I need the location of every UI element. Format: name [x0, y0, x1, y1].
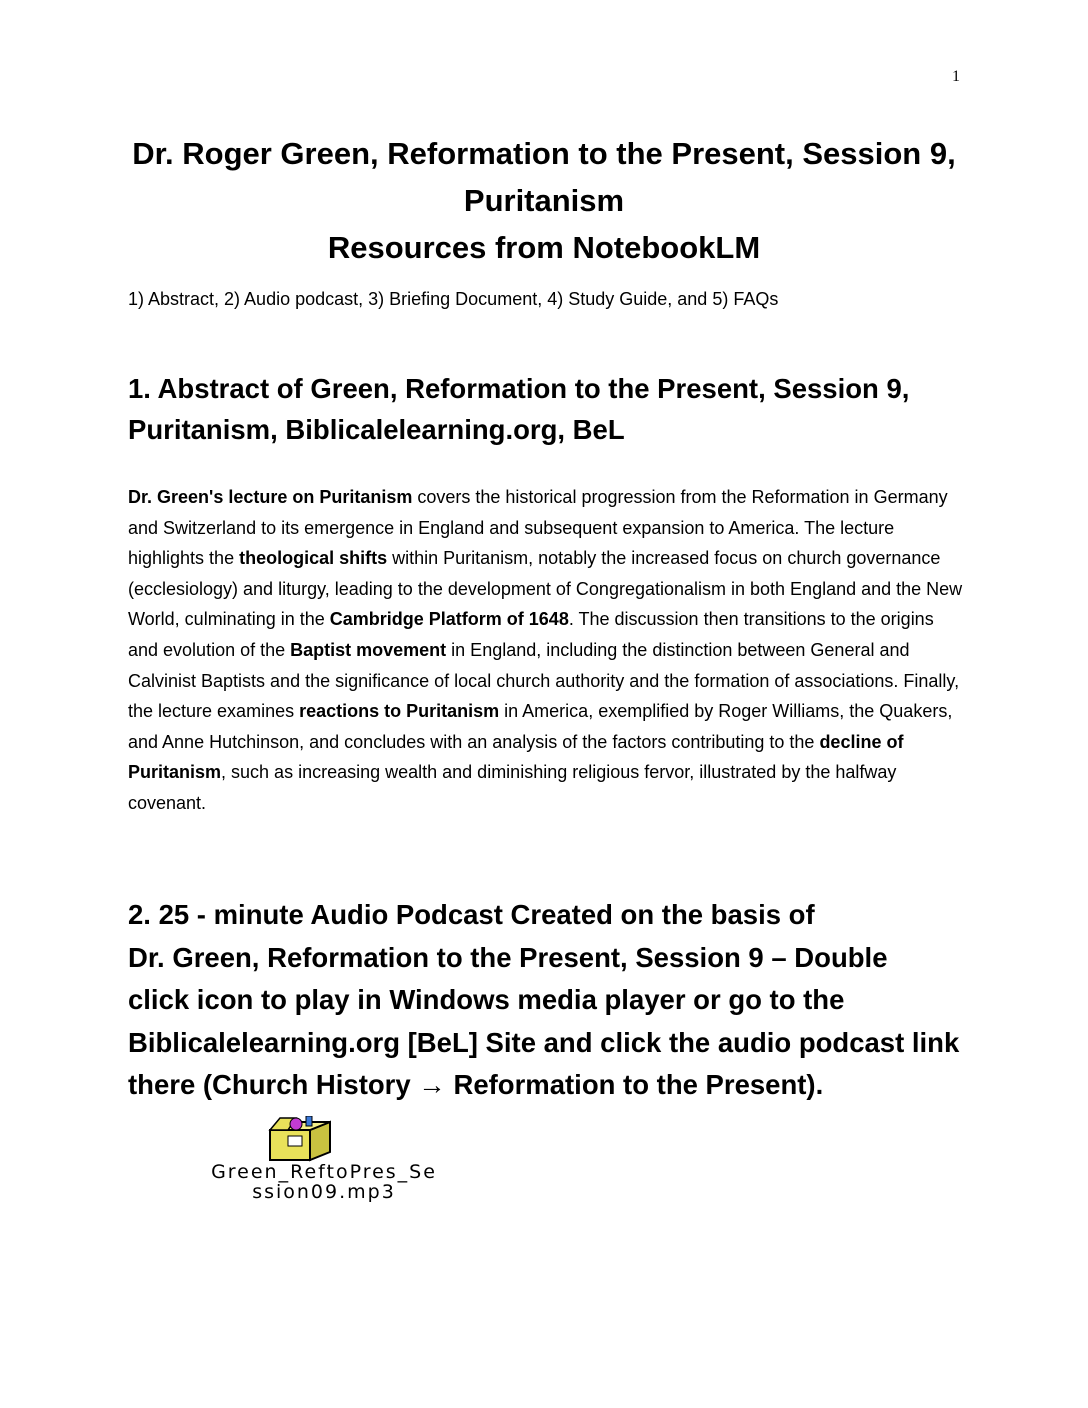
- title-line: Dr. Roger Green, Reformation to the Present, Session 9,: [132, 136, 956, 171]
- right-arrow-icon: →: [418, 1069, 446, 1100]
- document-title: [110, 130, 978, 271]
- page-number: 1: [952, 68, 960, 85]
- bold-phrase: theological shifts: [239, 548, 388, 569]
- filename-line: Green_ReftoPres_Se: [211, 1161, 437, 1183]
- heading-text: Reformation to the Present).: [445, 1069, 824, 1100]
- heading-line: Puritanism, Biblicalelearning.org, BeL: [128, 414, 625, 445]
- section-1-heading: [128, 368, 968, 450]
- heading-line: Dr. Green, Reformation to the Present, Session 9 – Double: [128, 941, 888, 973]
- bold-phrase: decline of Puritanism: [128, 731, 904, 783]
- contents-list: 1) Abstract, 2) Audio podcast, 3) Briefing Document, 4) Study Guide, and 5) FAQs: [128, 289, 779, 309]
- heading-line: Biblicalelearning.org [BeL] Site and click the audio podcast link: [128, 1026, 960, 1058]
- abstract-paragraph: [128, 482, 968, 819]
- abstract-text: covers the historical progression from the Reformation in Germany and Switzerland to its emergence in England and subsequent expansion to America. The lecture highlights the: [128, 487, 948, 569]
- abstract-text: within Puritanism, notably the increased focus on church governance (ecclesiology) and liturgy, leading to the development of Congregationalism in both England and the New World, culminating in the: [128, 548, 963, 630]
- filename-line: ssion09.mp3: [252, 1181, 396, 1203]
- package-icon: [266, 1116, 336, 1162]
- heading-text: there (Church History: [128, 1069, 419, 1100]
- bold-phrase: Cambridge Platform of 1648: [329, 609, 569, 630]
- title-line: Resources from NotebookLM: [327, 230, 761, 265]
- title-line: Puritanism: [463, 183, 625, 218]
- abstract-text: . The discussion then transitions to the origins and evolution of the: [128, 609, 934, 660]
- abstract-text: in England, including the distinction between General and Calvinist Baptists and the significance of local church authority and the formation of associations. Finally, the lecture examines: [128, 639, 960, 722]
- abstract-text: , such as increasing wealth and diminishing religious fervor, illustrated by the halfway covenant.: [128, 762, 897, 813]
- attachment-filename: [124, 1162, 524, 1202]
- bold-phrase: Dr. Green's lecture on Puritanism: [128, 487, 413, 507]
- heading-line: [128, 1064, 968, 1107]
- abstract-text: in America, exemplified by Roger Williams, the Quakers, and Anne Hutchinson, and concludes with an analysis of the factors contributing to the: [128, 701, 953, 752]
- heading-line: click icon to play in Windows media player or go to the: [128, 984, 845, 1015]
- heading-line: 2. 25 - minute Audio Podcast Created on the basis of: [128, 899, 815, 930]
- heading-line: 1. Abstract of Green, Reformation to the Present, Session 9,: [128, 373, 910, 404]
- audio-attachment[interactable]: [124, 1116, 524, 1206]
- bold-phrase: reactions to Puritanism: [299, 701, 500, 722]
- bold-phrase: Baptist movement: [290, 639, 447, 660]
- section-2-heading: [128, 894, 968, 1107]
